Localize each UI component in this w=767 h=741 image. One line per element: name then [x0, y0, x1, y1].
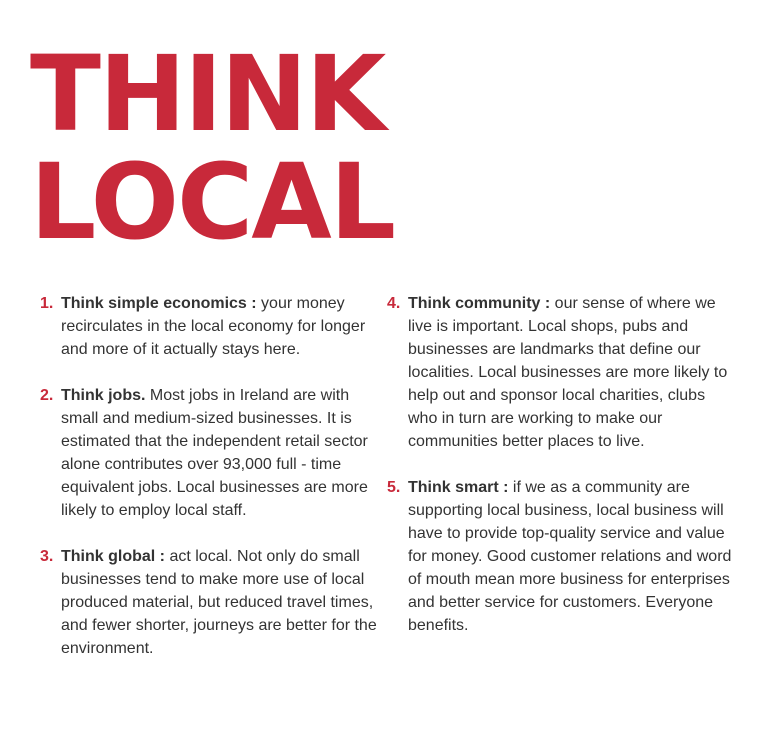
item-number: 3. — [40, 548, 54, 565]
item-number: 1. — [40, 295, 54, 312]
item-body: act local. Not only do small businesses tend to make more use of local produced material, but reduced travel times, and fewer shorter, journeys are better for the environment. — [61, 548, 377, 657]
list-item-3 — [40, 545, 385, 660]
item-heading: Think simple economics : — [61, 295, 257, 312]
item-number: 2. — [40, 387, 54, 404]
item-number: 4. — [387, 295, 401, 312]
item-heading: Think smart : — [408, 479, 509, 496]
item-body: our sense of where we live is important. Local shops, pubs and businesses are landmarks that define our localities. Local businesses are more likely to help out and sponsor local charities, clubs who in turn are working to make our communities better places to live. — [408, 295, 728, 450]
right-column — [387, 292, 737, 660]
title-local: LOCAL — [30, 141, 395, 263]
item-text — [408, 476, 737, 637]
item-text — [408, 292, 737, 453]
item-heading: Think community : — [408, 295, 551, 312]
item-heading: Think global : — [61, 548, 165, 565]
item-body: Most jobs in Ireland are with small and medium-sized businesses. It is estimated that the independent retail sector alone contributes over 93,000 full - time equivalent jobs. Local businesses are more likely to employ local staff. — [61, 387, 368, 519]
item-number: 5. — [387, 479, 401, 496]
item-heading: Think jobs. — [61, 387, 146, 404]
list-item-2 — [40, 384, 385, 522]
list-item-5 — [387, 476, 737, 637]
item-text — [61, 545, 385, 660]
item-body: if we as a community are supporting local business, local business will have to provide top-quality service and value for money. Good customer relations and word of mouth mean more business for enterprises and better service for customers. Everyone benefits. — [408, 479, 732, 634]
item-body: your money recirculates in the local economy for longer and more of it actually stays here. — [61, 295, 366, 358]
list-item-1 — [40, 292, 385, 361]
item-text — [61, 384, 385, 522]
list-item-4 — [387, 292, 737, 453]
title-think: THINK — [30, 33, 385, 155]
item-text — [61, 292, 385, 361]
left-column — [40, 292, 385, 683]
